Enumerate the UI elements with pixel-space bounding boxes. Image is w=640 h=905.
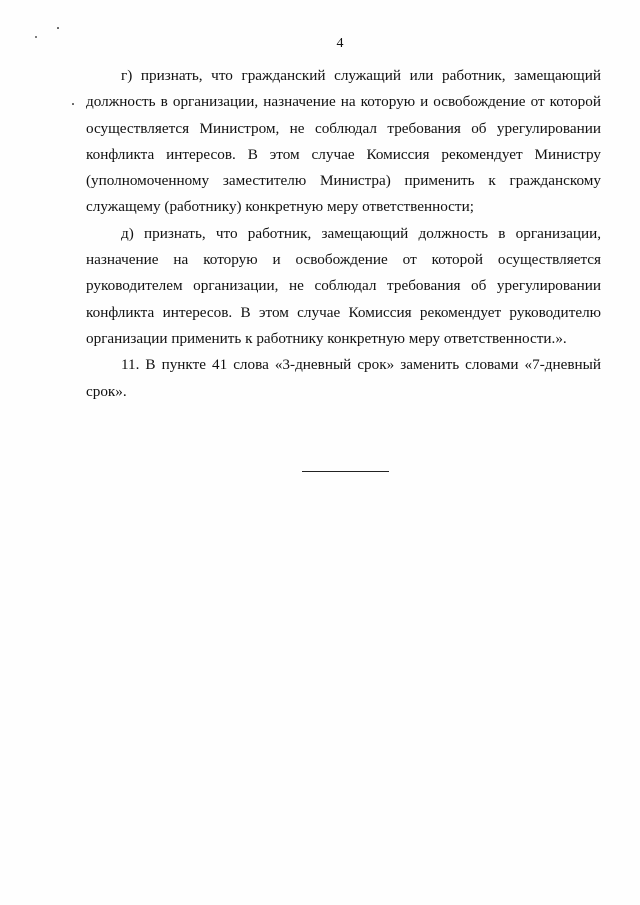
paragraph-d: д) признать, что работник, замещающий должность в организации, назначение на которую и освобождение от которой осуществляется руководителем организации, не соблюдал требования об урегулировании конфликта интересов. В этом случае Комиссия рекомендует руководителю организации применить к работнику конкретную меру ответственности.». — [86, 224, 601, 347]
paragraph-11: 11. В пункте 41 слова «3-дневный срок» заменить словами «7-дневный срок». — [86, 356, 601, 400]
paragraph-g: г) признать, что гражданский служащий или работник, замещающий должность в организации, назначение на которую и освобождение от которой осуществляется Министром, не соблюдал требования об урегулировании конфликта интересов. В этом случае Комиссия рекомендует Министру (уполномоченному заместителю Министра) применить к гражданскому служащему (работнику) конкретную меру ответственности; — [86, 67, 601, 216]
end-separator-line — [302, 471, 389, 472]
page-number: 4 — [336, 36, 344, 51]
scan-speck — [57, 27, 59, 29]
scan-speck — [72, 103, 74, 105]
document-body — [86, 63, 601, 405]
